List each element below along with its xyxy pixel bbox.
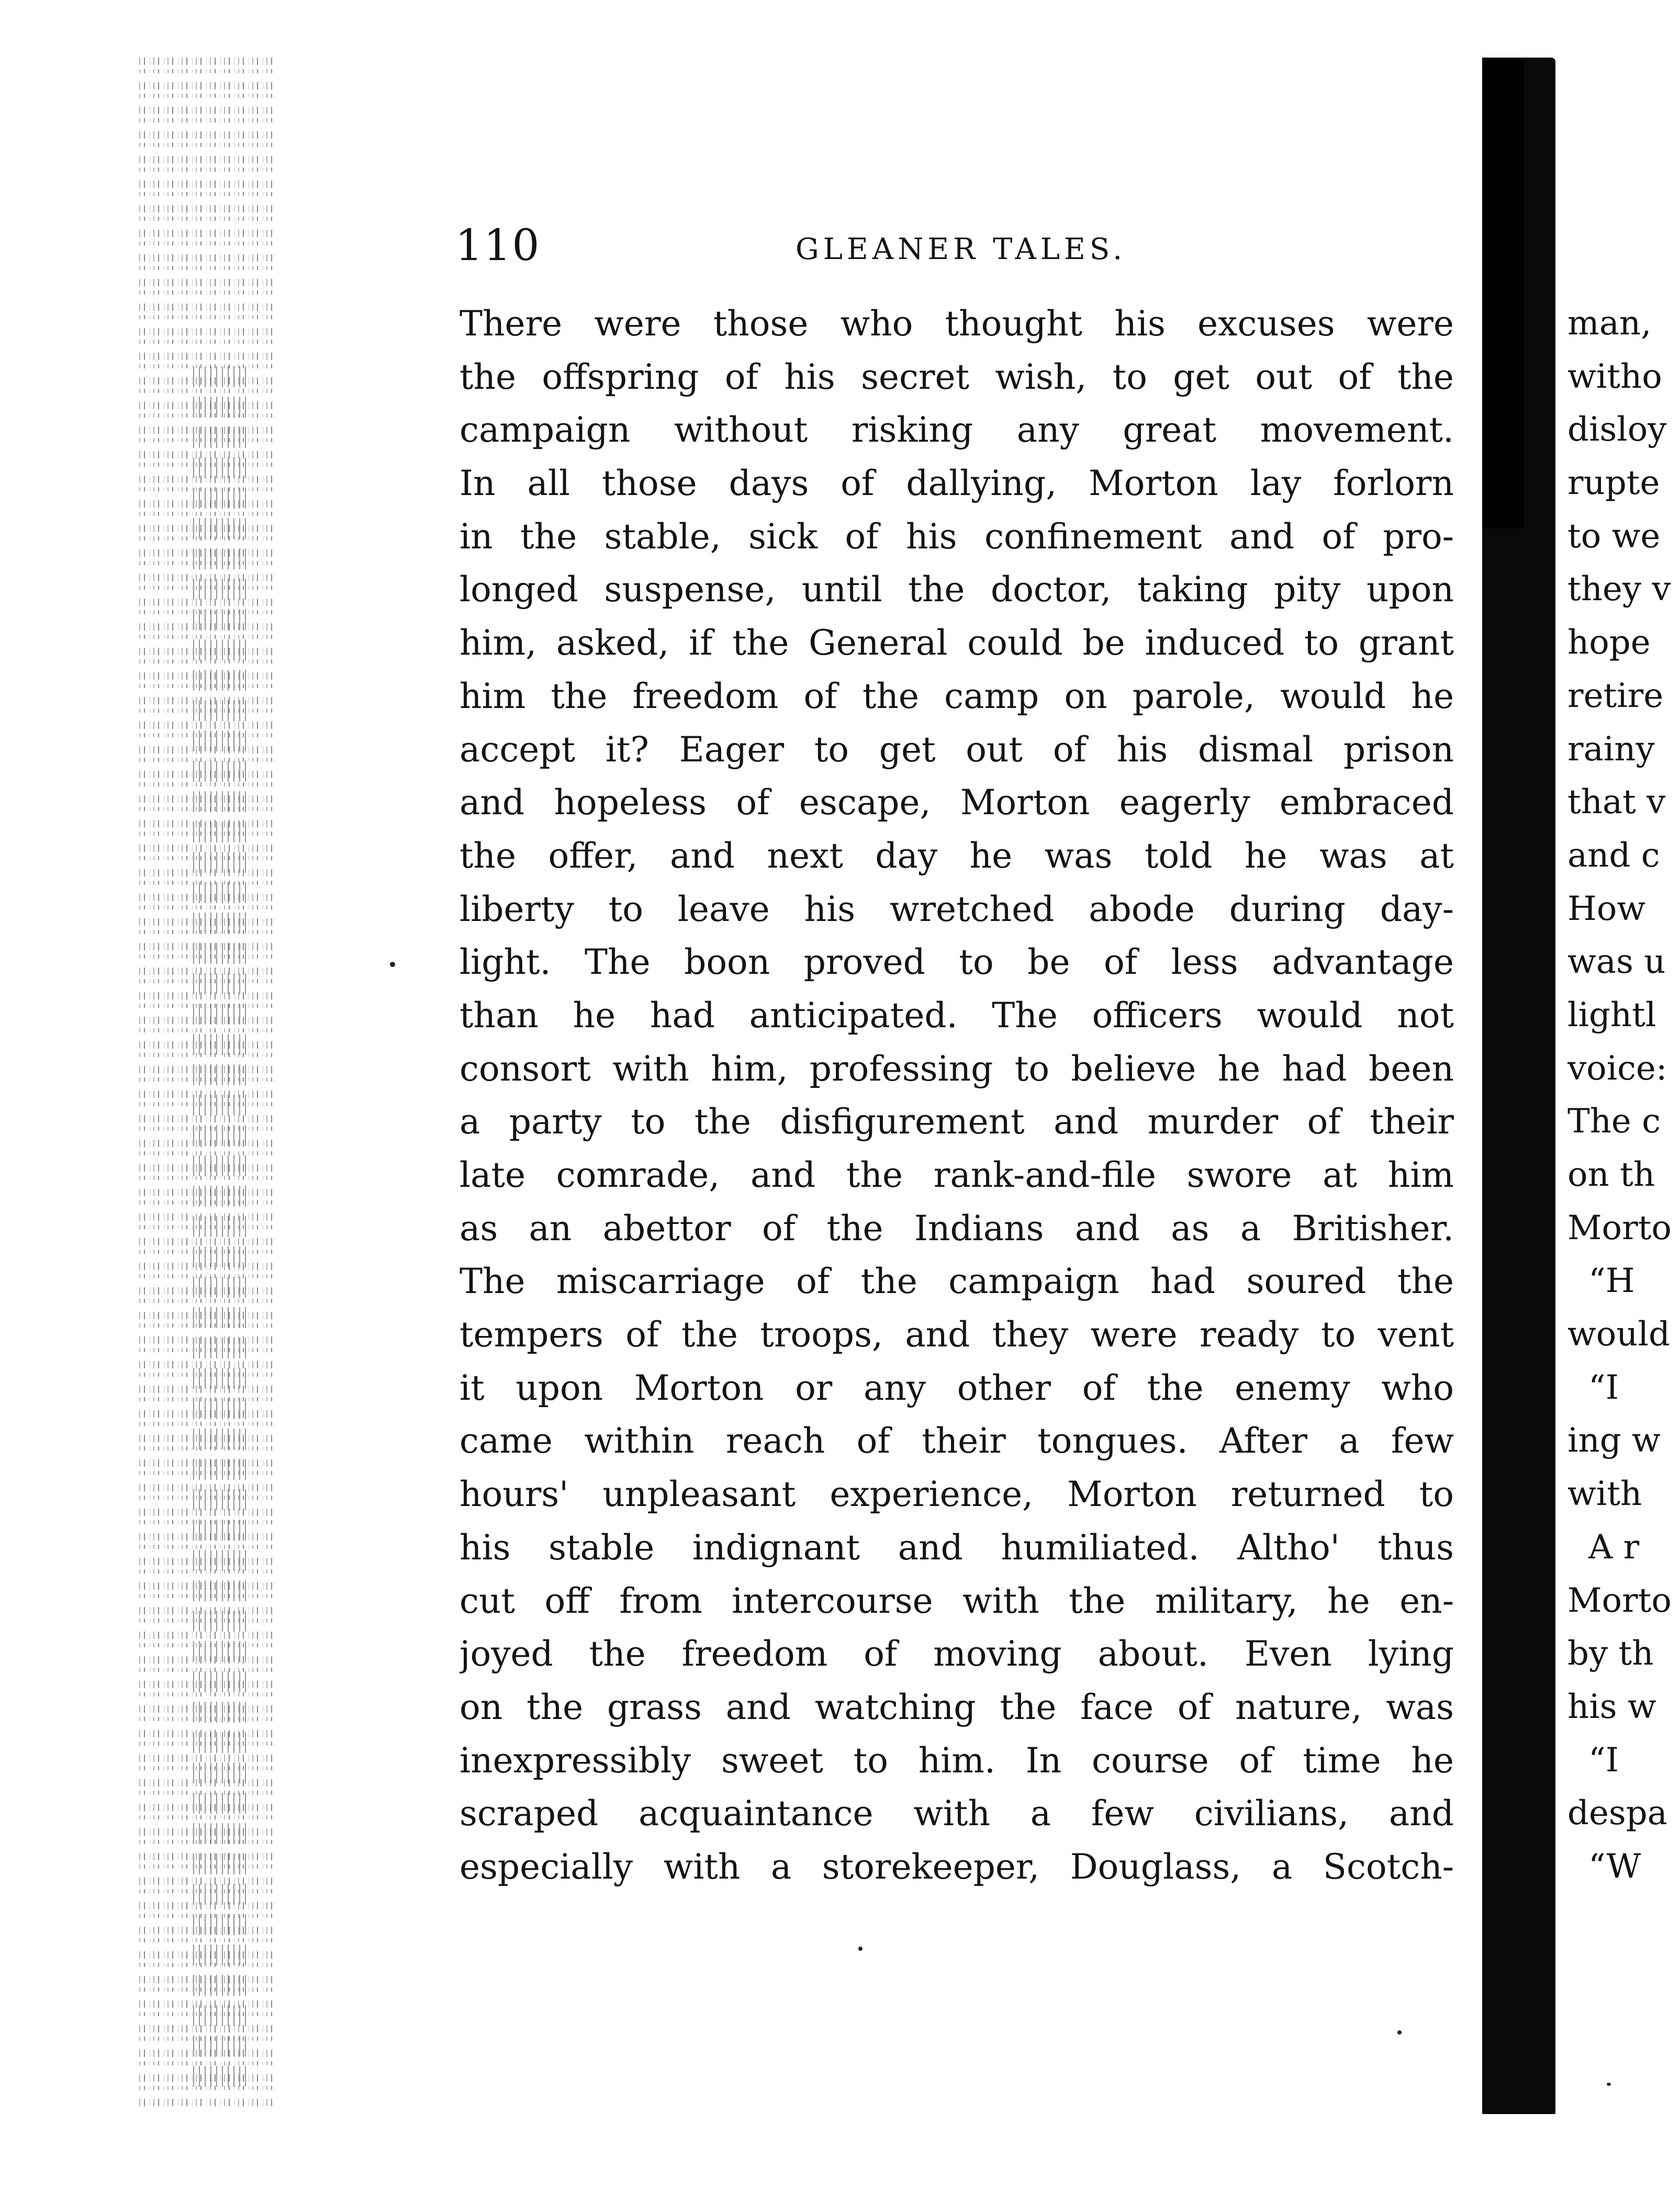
text-line: In all those days of dallying, Morton lay forlorn (460, 463, 1454, 504)
text-line: it upon Morton or any other of the enemy who (460, 1367, 1454, 1408)
facing-text-line: rainy (1567, 729, 1655, 769)
text-line: accept it? Eager to get out of his dismal prison (460, 729, 1454, 770)
text-line: him the freedom of the camp on parole, would he (460, 676, 1454, 716)
text-line: his stable indignant and humiliated. Altho' thus (460, 1527, 1454, 1568)
text-line: the offer, and next day he was told he was at (460, 835, 1454, 876)
text-line: tempers of the troops, and they were ready to vent (460, 1314, 1454, 1355)
text-line: light. The boon proved to be of less advantage (460, 942, 1454, 983)
text-line: joyed the freedom of moving about. Even lying (460, 1634, 1454, 1675)
text-line: him, asked, if the General could be induced to grant (460, 623, 1454, 664)
facing-text-line: retire (1567, 676, 1664, 715)
scan-speck (1607, 2083, 1611, 2086)
text-line: campaign without risking any great movement. (460, 410, 1454, 451)
facing-text-line: hope (1567, 623, 1651, 662)
facing-text-line: rupte (1567, 464, 1660, 503)
facing-text-line: was u (1567, 942, 1666, 982)
facing-text-line: lightl (1567, 995, 1656, 1035)
facing-text-line: to we (1567, 516, 1661, 556)
facing-text-line: his w (1567, 1687, 1656, 1726)
facing-text-line: “I (1588, 1740, 1619, 1780)
facing-text-line: “H (1588, 1262, 1635, 1301)
text-line: cut off from intercourse with the military, he en- (460, 1580, 1454, 1621)
page-number: 110 (455, 221, 541, 271)
facing-text-line: The c (1567, 1102, 1661, 1141)
facing-text-line: disloy (1567, 410, 1667, 450)
scan-speck (858, 1947, 863, 1951)
text-line: on the grass and watching the face of nature, was (460, 1687, 1454, 1727)
text-line: than he had anticipated. The officers would not (460, 995, 1454, 1036)
text-line: longed suspense, until the doctor, taking pity upon (460, 569, 1454, 610)
text-line: especially with a storekeeper, Douglass, a Scotch- (460, 1846, 1454, 1887)
facing-text-line: with (1567, 1475, 1642, 1514)
scan-speck (1397, 2030, 1402, 2035)
text-line: a party to the disfigurement and murder of their (460, 1102, 1454, 1142)
facing-text-line: “W (1588, 1847, 1641, 1886)
facing-text-line: and c (1567, 836, 1660, 875)
facing-text-line: How (1567, 889, 1646, 928)
facing-text-line: on th (1567, 1155, 1655, 1194)
facing-text-line: Morto (1567, 1581, 1672, 1620)
facing-text-line: despa (1567, 1794, 1667, 1833)
body-text-column (460, 297, 1454, 1894)
facing-text-line: man, (1567, 304, 1652, 343)
scan-speck (390, 962, 395, 967)
text-line: scraped acquaintance with a few civilians, and (460, 1793, 1454, 1834)
facing-text-line: witho (1567, 357, 1662, 396)
text-line: There were those who thought his excuses were (460, 304, 1454, 344)
text-line: The miscarriage of the campaign had soured the (460, 1261, 1454, 1302)
running-title: GLEANER TALES. (796, 232, 1127, 266)
scan-gutter-noise (188, 366, 246, 2093)
text-line: and hopeless of escape, Morton eagerly embraced (460, 782, 1454, 823)
facing-text-line: “I (1588, 1368, 1619, 1407)
facing-text-line: A r (1588, 1527, 1640, 1567)
facing-text-line: Morto (1567, 1208, 1672, 1248)
facing-text-line: voice: (1567, 1049, 1667, 1088)
binding-shadow (1482, 58, 1524, 529)
facing-text-line: would (1567, 1315, 1670, 1354)
text-line: liberty to leave his wretched abode during day- (460, 889, 1454, 929)
facing-page-fragment (1567, 297, 1680, 1894)
text-line: came within reach of their tongues. After a few (460, 1421, 1454, 1462)
text-line: inexpressibly sweet to him. In course of time he (460, 1740, 1454, 1781)
text-line: in the stable, sick of his confinement and of pro- (460, 516, 1454, 557)
text-line: hours' unpleasant experience, Morton returned to (460, 1474, 1454, 1515)
text-line: late comrade, and the rank-and-file swore at him (460, 1155, 1454, 1195)
facing-text-line: ing w (1567, 1421, 1661, 1460)
text-line: consort with him, professing to believe he had been (460, 1048, 1454, 1089)
text-line: the offspring of his secret wish, to get out of the (460, 356, 1454, 397)
facing-text-line: that v (1567, 783, 1666, 822)
text-line: as an abettor of the Indians and as a Britisher. (460, 1208, 1454, 1249)
facing-text-line: by th (1567, 1634, 1654, 1673)
facing-text-line: they v (1567, 570, 1671, 609)
